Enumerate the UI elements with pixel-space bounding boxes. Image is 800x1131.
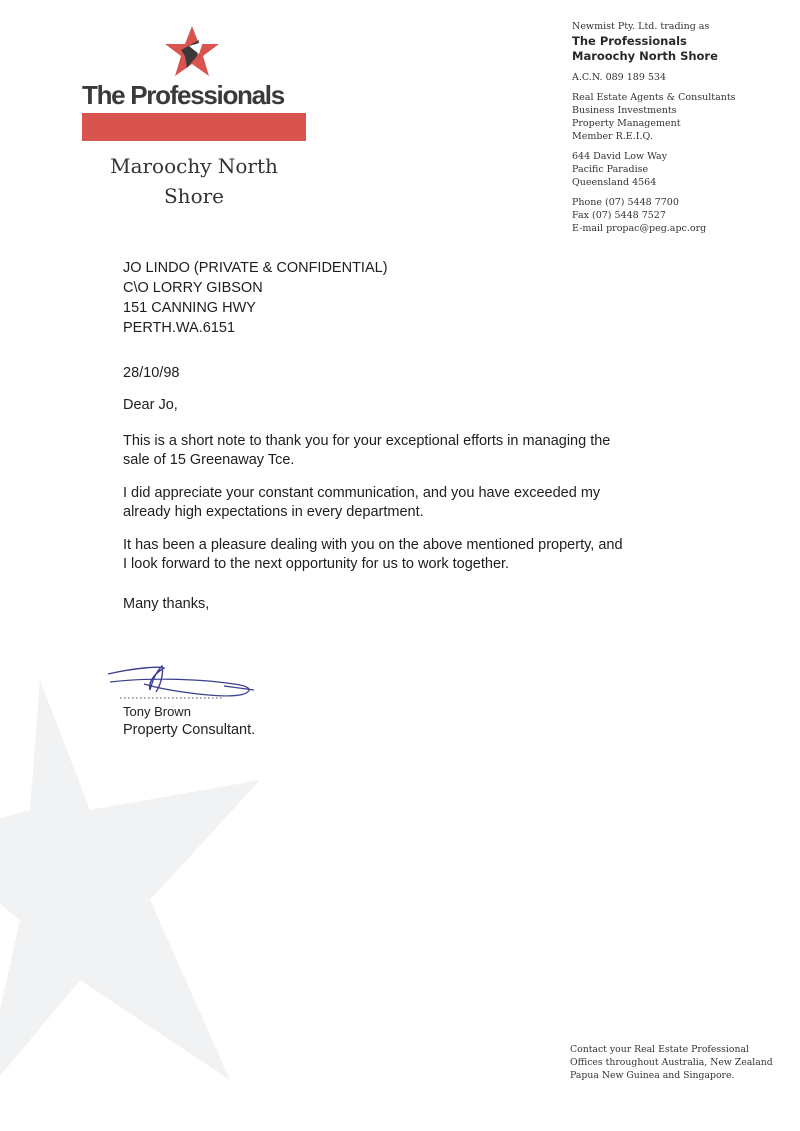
- footer-line: Contact your Real Estate Professional: [570, 1044, 749, 1055]
- paragraph: [123, 536, 703, 574]
- service-line: Member R.E.I.Q.: [572, 131, 653, 142]
- footer-note: [570, 1043, 790, 1082]
- logo-office-name: Maroochy North Shore: [110, 154, 278, 208]
- paragraph-line: I look forward to the next opportunity for us to work together.: [123, 556, 510, 572]
- service-line: Property Management: [572, 118, 681, 129]
- acn-number: A.C.N. 089 189 534: [572, 72, 667, 83]
- paragraph: [123, 484, 703, 522]
- footer-line: Offices throughout Australia, New Zealand: [570, 1057, 773, 1068]
- recipient-line: C\O LORRY GIBSON: [123, 280, 263, 296]
- logo-star-icon: [163, 24, 221, 82]
- email-address: E-mail propac@peg.apc.org: [572, 223, 707, 234]
- paragraph: [123, 432, 703, 470]
- letter-body: [123, 258, 703, 614]
- letter-date: 28/10/98: [123, 365, 180, 381]
- service-line: Real Estate Agents & Consultants: [572, 92, 736, 103]
- signature-icon: [104, 660, 264, 702]
- service-line: Business Investments: [572, 105, 677, 116]
- greeting: Dear Jo,: [123, 397, 178, 413]
- logo-wordmark: The Professionals: [82, 80, 284, 110]
- closing: Many thanks,: [123, 596, 210, 612]
- recipient-address: [123, 258, 703, 338]
- fax-number: Fax (07) 5448 7527: [572, 210, 666, 221]
- logo-red-bar: [82, 113, 306, 141]
- letterhead-details: [572, 19, 787, 235]
- firm-name-line1: The Professionals: [572, 34, 687, 48]
- footer-line: Papua New Guinea and Singapore.: [570, 1070, 735, 1081]
- paragraph-line: I did appreciate your constant communication, and you have exceeded my: [123, 485, 601, 501]
- signatory-name: Tony Brown: [123, 704, 191, 719]
- address-line: Pacific Paradise: [572, 164, 649, 175]
- trading-as: Newmist Pty. Ltd. trading as: [572, 21, 710, 32]
- firm-name-line2: Maroochy North Shore: [572, 49, 718, 63]
- recipient-line: 151 CANNING HWY: [123, 300, 256, 316]
- address-line: 644 David Low Way: [572, 151, 668, 162]
- phone-number: Phone (07) 5448 7700: [572, 197, 679, 208]
- paragraph-line: This is a short note to thank you for your exceptional efforts in managing the: [123, 433, 611, 449]
- recipient-line: PERTH.WA.6151: [123, 320, 236, 336]
- paragraph-line: It has been a pleasure dealing with you on the above mentioned property, and: [123, 537, 623, 553]
- paragraph-line: already high expectations in every department.: [123, 504, 424, 520]
- paragraph-line: sale of 15 Greenaway Tce.: [123, 452, 295, 468]
- address-line: Queensland 4564: [572, 177, 657, 188]
- recipient-line: JO LINDO (PRIVATE & CONFIDENTIAL): [123, 260, 388, 276]
- signatory-title: Property Consultant.: [123, 722, 256, 738]
